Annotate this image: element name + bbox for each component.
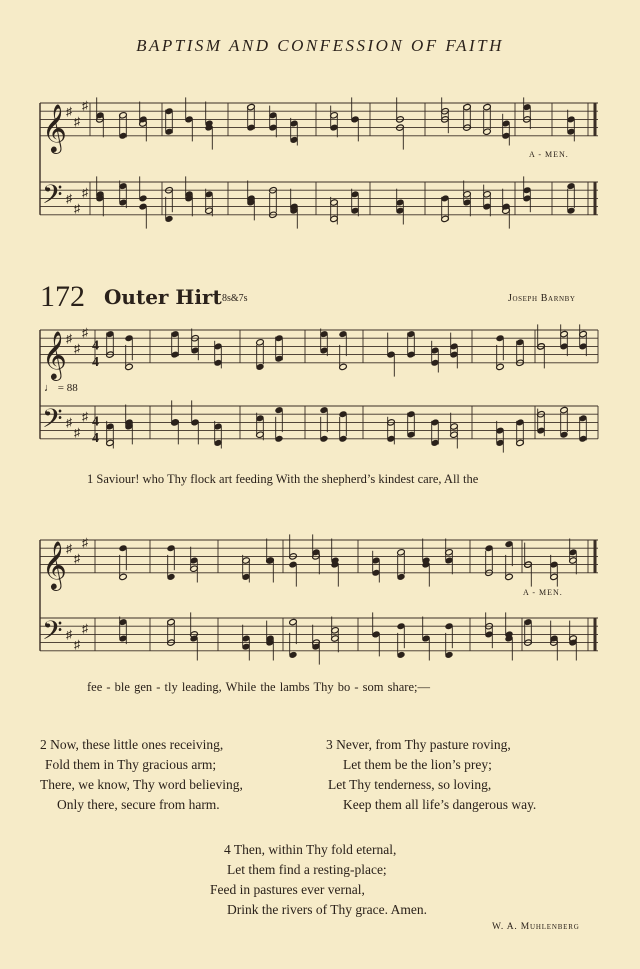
bass-clef-icon: 𝄢 — [42, 615, 63, 652]
section-title: BAPTISM AND CONFESSION OF FAITH — [136, 36, 504, 55]
stanza-line: 4 Then, within Thy fold eternal, — [224, 842, 397, 857]
sharp-icon: ♯ — [66, 191, 72, 206]
stanza-line: Let them be the lion’s prey; — [343, 757, 492, 772]
sharp-icon: ♯ — [74, 341, 80, 356]
meter: 8s&7s — [222, 293, 248, 304]
sharp-icon: ♯ — [82, 185, 88, 200]
stanza-3 — [326, 735, 536, 815]
amen-label-top: A - MEN. — [529, 150, 569, 159]
sharp-icon: ♯ — [82, 409, 88, 424]
stanza-line: Only there, secure from harm. — [57, 797, 220, 812]
stanza-line: Drink the rivers of Thy grace. Amen. — [227, 902, 427, 917]
stanza-2 — [40, 735, 243, 815]
composer: Joseph Barnby — [508, 293, 576, 304]
sharp-icon: ♯ — [66, 415, 72, 430]
bass-clef-icon: 𝄢 — [42, 179, 63, 216]
treble-clef-icon: 𝄞 — [42, 332, 67, 379]
author-credit: W. A. Muhlenberg — [492, 922, 580, 932]
stanza-4 — [210, 840, 427, 920]
sharp-icon: ♯ — [74, 551, 80, 566]
sharp-icon: ♯ — [66, 104, 72, 119]
stanza-line: Let Thy tenderness, so loving, — [328, 777, 492, 792]
treble-clef-icon: 𝄞 — [42, 542, 67, 589]
stanza-line: There, we know, Thy word believing, — [40, 777, 243, 792]
lyric-line-1: 1 Saviour! who Thy flock art feeding With the shepherd’s kindest care, All the — [87, 472, 479, 486]
sharp-icon: ♯ — [66, 541, 72, 556]
sharp-icon: ♯ — [74, 201, 80, 216]
stanza-line: Fold them in Thy gracious arm; — [45, 757, 217, 772]
amen-label-bottom: A - MEN. — [523, 588, 563, 597]
tune-name: Outer Hirt — [104, 285, 222, 309]
tempo-marking: ♩ = 88 — [44, 382, 78, 394]
hymn-number: 172 — [40, 280, 85, 313]
time-signature: 4 — [92, 414, 99, 430]
stanza-line: 2 Now, these little ones receiving, — [40, 737, 224, 752]
time-signature: 4 — [92, 430, 99, 446]
bass-clef-icon: 𝄢 — [42, 403, 63, 440]
sharp-icon: ♯ — [82, 621, 88, 636]
sharp-icon: ♯ — [74, 425, 80, 440]
time-signature: 4 — [92, 338, 99, 354]
sharp-icon: ♯ — [74, 637, 80, 652]
system-1 — [40, 98, 598, 215]
stanza-line: Feed in pastures ever vernal, — [210, 882, 365, 897]
stanza-line: Let them find a resting-place; — [227, 862, 387, 877]
time-signature: 4 — [92, 354, 99, 370]
sharp-icon: ♯ — [82, 535, 88, 550]
sharp-icon: ♯ — [82, 98, 88, 113]
treble-clef-icon: 𝄞 — [42, 105, 67, 152]
stanza-line: 3 Never, from Thy pasture roving, — [326, 737, 511, 752]
sharp-icon: ♯ — [66, 331, 72, 346]
system-2 — [40, 325, 598, 445]
sharp-icon: ♯ — [66, 627, 72, 642]
lyric-line-2: fee - ble gen - tly leading, While the lambs Thy bo - som share;— — [87, 680, 430, 694]
sharp-icon: ♯ — [74, 114, 80, 129]
stanza-line: Keep them all life’s dangerous way. — [343, 797, 537, 812]
sharp-icon: ♯ — [82, 325, 88, 340]
